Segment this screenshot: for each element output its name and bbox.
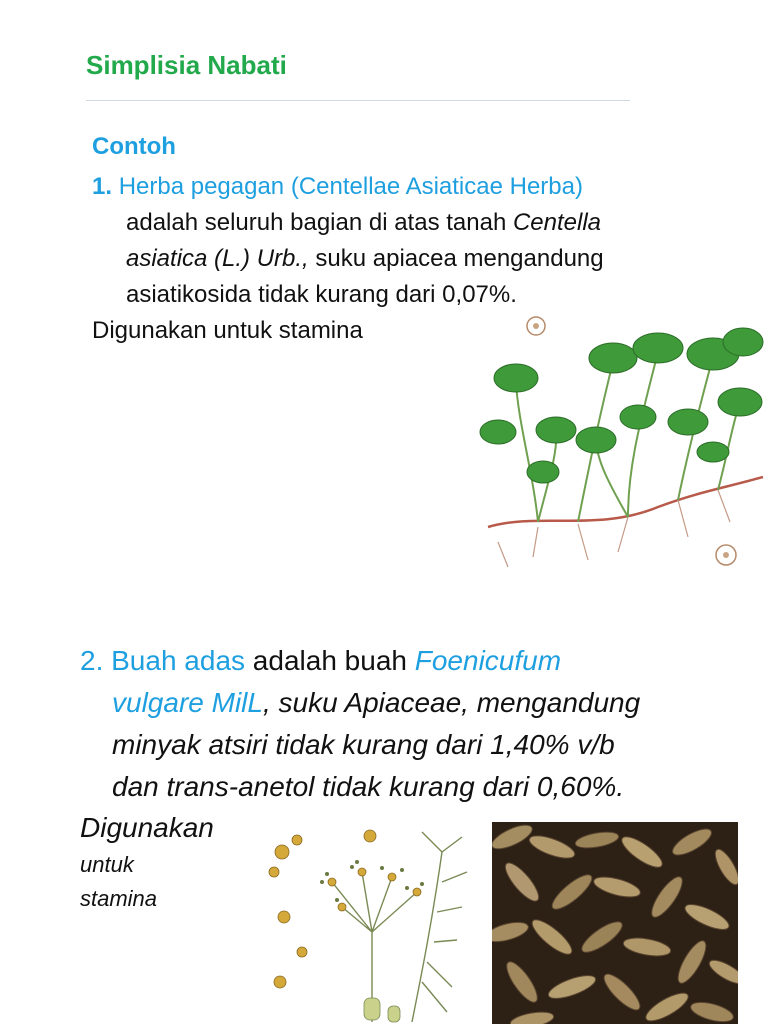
- item1-usage: Digunakan untuk stamina: [92, 317, 363, 344]
- item2-label: 2. Buah adas: [80, 645, 246, 676]
- item1-line2-text: adalah seluruh bagian di atas tanah: [126, 209, 513, 236]
- item1-line2-species: Centella: [512, 209, 602, 236]
- item1-line2: [126, 205, 601, 241]
- item2-line2-text: , suku Apiaceae, mengandung: [262, 687, 641, 718]
- item2-usage-1: Digunakan: [80, 812, 214, 843]
- item1-line3-text: suku apiacea mengandung: [308, 245, 604, 272]
- item2-line1: [80, 640, 561, 682]
- seed-head-icon: [716, 545, 736, 565]
- fennel-seeds-photo: [492, 822, 738, 1024]
- item2-line2: [112, 682, 640, 724]
- item2-line1-text: adalah buah: [245, 645, 415, 676]
- centella-illustration: [478, 312, 768, 580]
- title-divider: [86, 100, 630, 101]
- item2-line4: dan trans-anetol tidak kurang dari 0,60%.: [112, 771, 625, 802]
- page-title: Simplisia Nabati: [86, 50, 287, 80]
- item1-line3: [126, 241, 604, 277]
- item1-line4: asiatikosida tidak kurang dari 0,07%.: [126, 281, 517, 308]
- item2-species-a: Foenicufum: [414, 645, 562, 676]
- item1-line3-species: asiatica (L.) Urb.,: [126, 245, 309, 272]
- item1-name: Herba pegagan (Centellae Asiaticae Herba): [118, 173, 583, 200]
- item1-number: 1.: [92, 173, 113, 200]
- item2-usage-2: untuk: [80, 852, 134, 877]
- item2-usage-3: stamina: [80, 886, 158, 911]
- item2-species-b: vulgare MilL: [112, 687, 263, 718]
- item1-heading: [92, 169, 583, 205]
- seed-head-icon: [527, 317, 545, 335]
- fennel-illustration: [262, 822, 484, 1024]
- item2-line3: minyak atsiri tidak kurang dari 1,40% v/b: [112, 729, 615, 760]
- section-label: Contoh: [92, 133, 176, 160]
